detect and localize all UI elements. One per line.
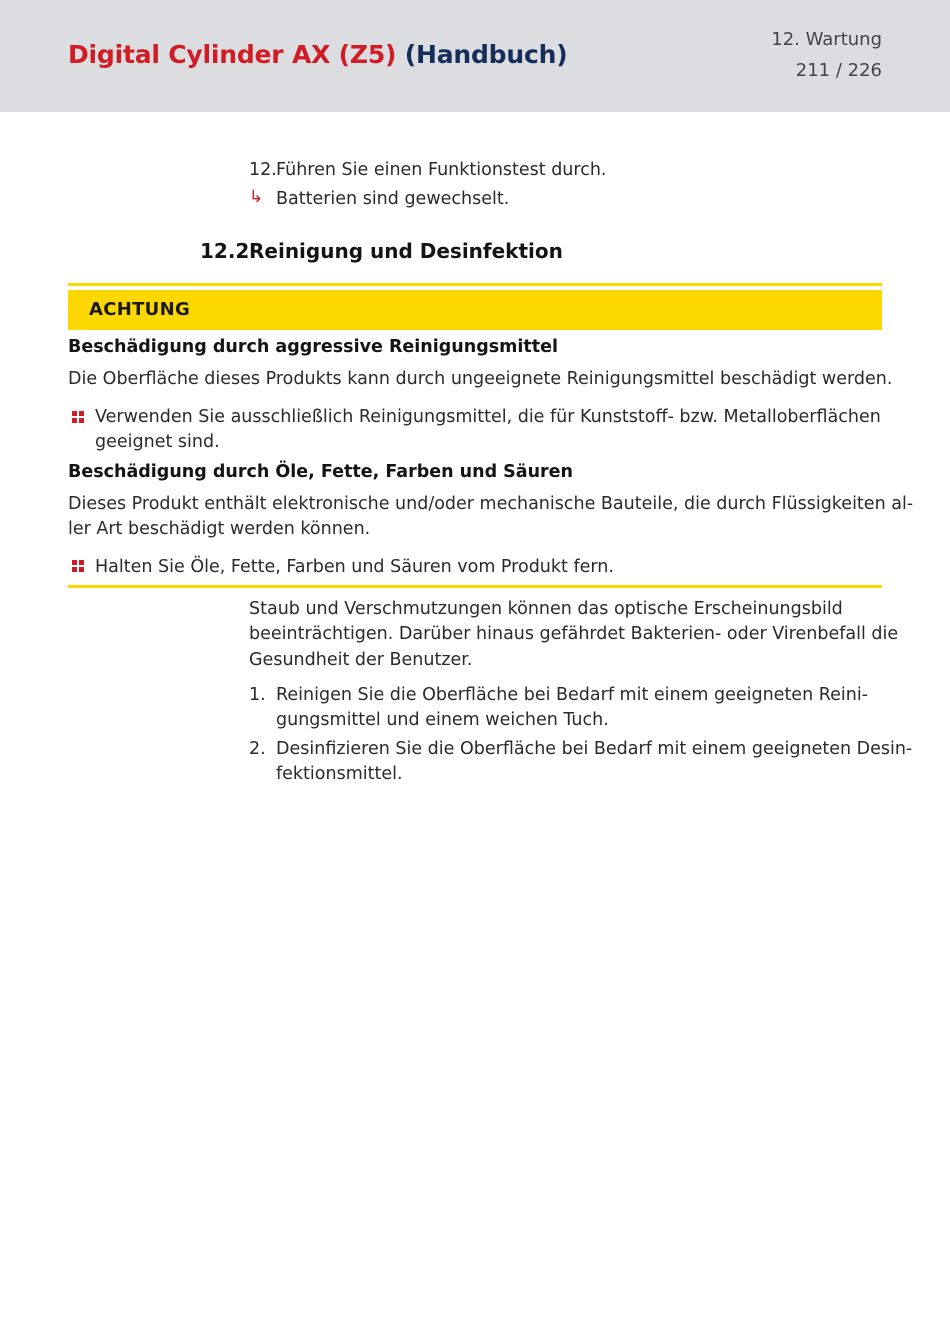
document-title-product: Digital Cylinder AX (Z5) xyxy=(68,40,397,69)
result-text: Batterien sind gewechselt. xyxy=(276,189,510,209)
result-arrow-icon: ↳ xyxy=(249,187,264,207)
red-square-bullet-icon xyxy=(72,560,84,572)
warning-paragraph-1: Die Oberfläche dieses Produkts kann durch ungeeignete Reinigungsmittel beschädigt werden. xyxy=(68,369,893,389)
warning-paragraph-2-line-1: Dieses Produkt enthält elektronische und/oder mechanische Bauteile, die durch Flüssigkeiten al- xyxy=(68,494,914,514)
step-2-line-2: fektionsmittel. xyxy=(276,764,403,784)
step-text: Führen Sie einen Funktionstest durch. xyxy=(276,160,607,180)
step-2-line-1: Desinfizieren Sie die Oberfläche bei Bedarf mit einem geeigneten Desin- xyxy=(276,739,913,759)
document-title-type: (Handbuch) xyxy=(404,40,568,69)
body-paragraph-line-3: Gesundheit der Benutzer. xyxy=(249,650,473,670)
section-title: Reinigung und Desinfektion xyxy=(249,239,563,263)
warning-instruction-2: Halten Sie Öle, Fette, Farben und Säuren vom Produkt fern. xyxy=(95,557,614,577)
section-number: 12.2 xyxy=(200,239,250,263)
warning-banner xyxy=(68,290,882,330)
chapter-label: 12. Wartung xyxy=(771,29,882,50)
step-number: 2. xyxy=(249,739,266,759)
warning-heading-2: Beschädigung durch Öle, Fette, Farben und Säuren xyxy=(68,462,574,482)
warning-paragraph-2-line-2: ler Art beschädigt werden können. xyxy=(68,519,371,539)
warning-instruction-1-line-2: geeignet sind. xyxy=(95,432,220,452)
step-1-line-1: Reinigen Sie die Oberfläche bei Bedarf mit einem geeigneten Reini- xyxy=(276,685,868,705)
warning-heading-1: Beschädigung durch aggressive Reinigungsmittel xyxy=(68,337,558,357)
step-number: 1. xyxy=(249,685,266,705)
document-title xyxy=(68,40,567,69)
warning-instruction-1-line-1: Verwenden Sie ausschließlich Reinigungsmittel, die für Kunststoff- bzw. Metalloberflächen xyxy=(95,407,881,427)
step-1-line-2: gungsmittel und einem weichen Tuch. xyxy=(276,710,609,730)
body-paragraph-line-1: Staub und Verschmutzungen können das optische Erscheinungsbild xyxy=(249,599,843,619)
body-paragraph-line-2: beeinträchtigen. Darüber hinaus gefährdet Bakterien- oder Virenbefall die xyxy=(249,624,899,644)
warning-label: ACHTUNG xyxy=(89,299,191,320)
step-number: 12. xyxy=(249,160,277,180)
red-square-bullet-icon xyxy=(72,411,84,423)
warning-bottom-divider xyxy=(68,585,882,588)
page-header xyxy=(0,0,950,112)
page-number: 211 / 226 xyxy=(795,60,882,81)
warning-top-divider xyxy=(68,283,882,286)
